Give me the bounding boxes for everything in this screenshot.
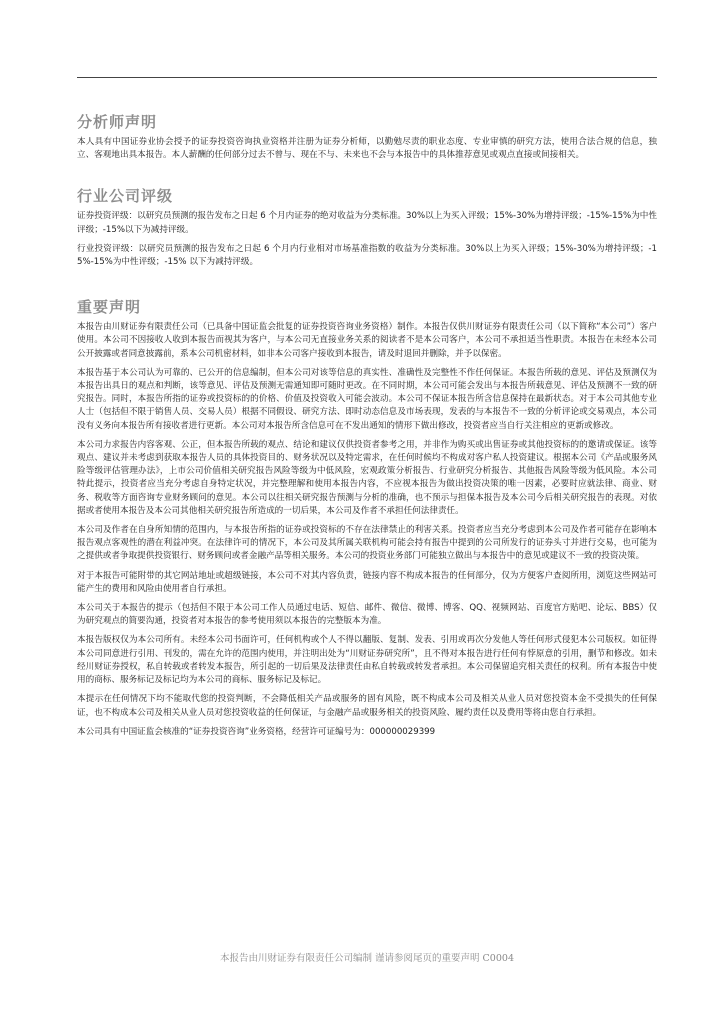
page-footer: 本报告由川财证券有限责任公司编制 谨请参阅尾页的重要声明 C0004 [220,953,514,964]
disclaimer-paragraph: 本报告由川财证券有限责任公司（已具备中国证监会批复的证券投资咨询业务资格）制作。本报告仅供川财证券有限责任公司（以下简称“本公司”）客户使用。本公司不因接收人收到本报告而视其为客户，与本公司无直接业务关系的阅读者不是本公司客户，本公司不承担适当性职责。本报告在未经本公司公开披露或者同意披露前，系本公司机密材料，如非本公司客户接收到本报告，请及时退回并删除，并予以保密。 [77,322,657,359]
stock-rating-text: 证券投资评级：以研究员预测的报告发布之日起 6 个月内证券的绝对收益为分类标准。30%以上为买入评级；15%-30%为增持评级；-15%-15%为中性评级；-15%以下为减持评级。 [77,211,657,235]
report-disclaimer-content [77,112,657,745]
disclaimer-paragraph: 对于本报告可能附带的其它网站地址或超级链接，本公司不对其内容负责，链接内容不构成本报告的任何部分，仅为方便客户查阅所用，浏览这些网站可能产生的费用和风险由使用者自行承担。 [77,570,657,594]
disclaimer-paragraph: 本公司关于本报告的提示（包括但不限于本公司工作人员通过电话、短信、邮件、微信、微博、博客、QQ、视频网站、百度官方贴吧、论坛、BBS）仅为研究观点的简要沟通，投资者对本报告的参考使用须以本报告的完整版本为准。 [77,603,657,627]
disclaimer-title: 重要声明 [77,298,142,317]
disclaimer-paragraph: 本报告基于本公司认为可靠的、已公开的信息编制，但本公司对该等信息的真实性、准确性及完整性不作任何保证。本报告所载的意见、评估及预测仅为本报告出具日的观点和判断，该等意见、评估及预测无需通知即可随时更改。在不同时期，本公司可能会发出与本报告所载意见、评估及预测不一致的研究报告。同时，本报告所指的证券或投资标的的价格、价值及投资收入可能会波动。本公司不保证本报告所含信息保持在最新状态。对于本公司其他专业人士（包括但不限于销售人员、交易人员）根据不同假设、研究方法、即时动态信息及市场表现，发表的与本报告不一致的分析评论或交易观点，本公司没有义务向本报告所有接收者进行更新。本公司对本报告所含信息可在不发出通知的情形下做出修改，投资者应当自行关注相应的更新或修改。 [77,367,657,431]
disclaimer-paragraph: 本报告版权仅为本公司所有。未经本公司书面许可，任何机构或个人不得以翻版、复制、发表、引用或再次分发他人等任何形式侵犯本公司版权。如征得本公司同意进行引用、刊发的，需在允许的范围内使用，并注明出处为“川财证券研究所”，且不得对本报告进行任何有悖原意的引用，删节和修改。如未经川财证券授权，私自转载或者转发本报告，所引起的一切后果及法律责任由私自转载或转发者承担。本公司保留追究相关责任的权利。所有本报告中使用的商标、服务标记及标记均为本公司的商标、服务标记及标记。 [77,635,657,686]
disclaimer-paragraph: 本提示在任何情况下均不能取代您的投资判断，不会降低相关产品或服务的固有风险，既不构成本公司及相关从业人员对您投资本金不受损失的任何保证，也不构成本公司及相关从业人员对您投资收益的任何保证，与金融产品或服务相关的投资风险、履约责任以及费用等将由您自行承担。 [77,694,657,718]
disclaimer-paragraph: 本公司力求报告内容客观、公正，但本报告所载的观点、结论和建议仅供投资者参考之用，并非作为购买或出售证券或其他投资标的的邀请或保证。该等观点、建议并未考虑到获取本报告人员的具体投资目的、财务状况以及特定需求，在任何时候均不构成对客户私人投资建议。根据本公司《产品或服务风险等级评估管理办法》，上市公司价值相关研究报告风险等级为中低风险，宏观政策分析报告、行业研究分析报告、其他报告风险等级为低风险。本公司特此提示，投资者应当充分考虑自身特定状况，并完整理解和使用本报告内容，不应视本报告为做出投资决策的唯一因素，必要时应就法律、商业、财务、税收等方面咨询专业财务顾问的意见。本公司以往相关研究报告预测与分析的准确，也不预示与担保本报告及本公司今后相关研究报告的表现。对依据或者使用本报告及本公司其他相关研究报告所造成的一切后果，本公司及作者不承担任何法律责任。 [77,439,657,516]
analyst-statement-title: 分析师声明 [77,113,158,131]
license-number-text: 本公司具有中国证监会核准的“证券投资咨询”业务资格，经营许可证编号为：000000029399 [77,726,436,737]
industry-rating-text: 行业投资评级：以研究员预测的报告发布之日起 6 个月内行业相对市场基准指数的收益为分类标准。30%以上为买入评级；15%-30%为增持评级；-15%-15%为中性评级；-15% 以下为减持评级。 [77,243,657,268]
header-divider [77,77,657,78]
analyst-statement-text: 本人具有中国证券业协会授予的证券投资咨询执业资格并注册为证券分析师，以勤勉尽责的职业态度、专业审慎的研究方法，使用合法合规的信息，独立、客观地出具本报告。本人薪酬的任何部分过去不曾与、现在不与、未来也不会与本报告中的具体推荐意见或观点直接或间接相关。 [77,137,657,161]
disclaimer-paragraph: 本公司及作者在自身所知情的范围内，与本报告所指的证券或投资标的不存在法律禁止的利害关系。投资者应当充分考虑到本公司及作者可能存在影响本报告观点客观性的潜在利益冲突。在法律许可的情况下，本公司及其所属关联机构可能会持有报告中提到的公司所发行的证券头寸并进行交易，也可能为之提供或者争取提供投资银行、财务顾问或者金融产品等相关服务。本公司的投资业务部门可能独立做出与本报告中的意见或建议不一致的投资决策。 [77,525,657,562]
rating-title: 行业公司评级 [77,187,174,206]
